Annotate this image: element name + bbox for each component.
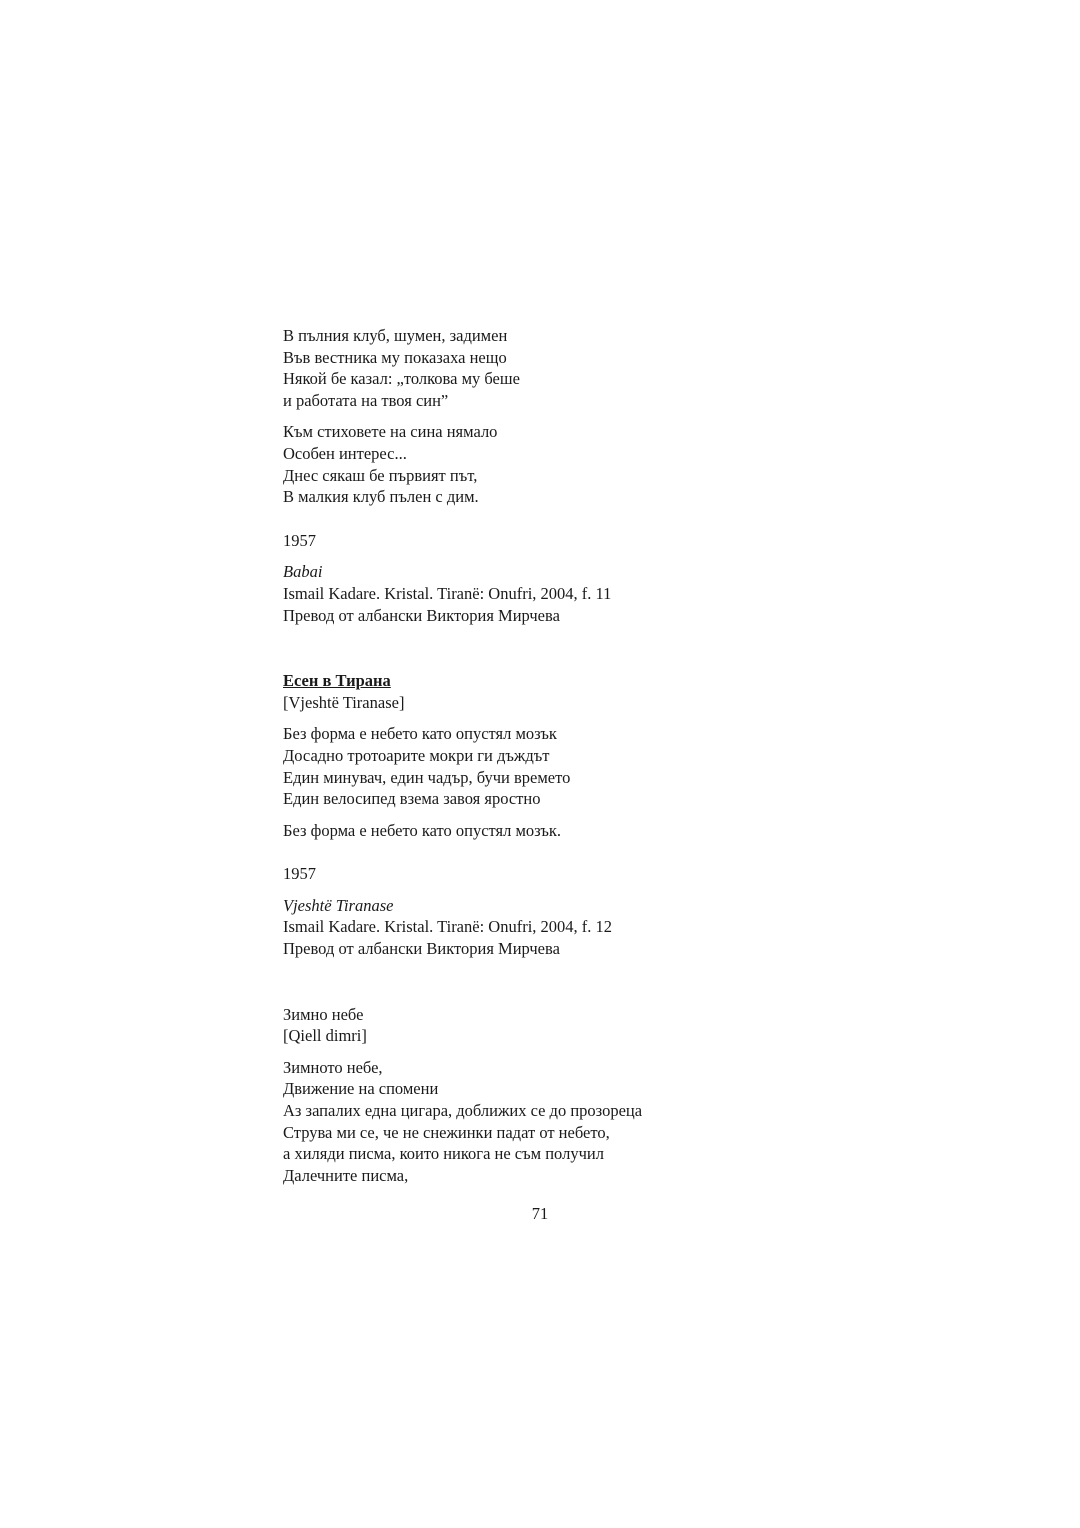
poem3-stanza1 xyxy=(283,1057,803,1187)
verse-line: Днес сякаш бе първият път, xyxy=(283,465,478,485)
poem1-translator: Превод от албански Виктория Мирчева xyxy=(283,605,560,625)
poem2-source-ref: Ismail Kadare. Kristal. Tiranë: Onufri, 2004, f. 12 xyxy=(283,917,613,937)
verse-line: а хиляди писма, които никога не съм получил xyxy=(283,1144,604,1164)
verse-line: Без форма е небето като опустял мозък xyxy=(283,724,557,744)
poem3-title: Зимно небе xyxy=(283,1004,364,1024)
poem2-original-title: [Vjeshtë Tiranase] xyxy=(283,692,405,712)
poem2-year: 1957 xyxy=(283,864,316,884)
page-body xyxy=(283,325,803,1186)
poem2-stanza2 xyxy=(283,820,803,842)
verse-line: В пълния клуб, шумен, задимен xyxy=(283,326,508,345)
verse-line: Аз запалих една цигара, доближих се до прозореца xyxy=(283,1101,643,1121)
verse-line: Струва ми се, че не снежинки падат от небето, xyxy=(283,1122,610,1142)
verse-line: Един минувач, един чадър, бучи времето xyxy=(283,767,571,787)
poem2-source-title: Vjeshtë Tiranase xyxy=(283,895,394,915)
poem2-translator: Превод от албански Виктория Мирчева xyxy=(283,939,560,959)
poem1-source-ref: Ismail Kadare. Kristal. Tiranë: Onufri, 2004, f. 11 xyxy=(283,583,612,603)
poem1-stanza2 xyxy=(283,421,803,507)
verse-line: Особен интерес... xyxy=(283,443,407,463)
verse-line: Без форма е небето като опустял мозък. xyxy=(283,820,562,840)
verse-line: Зимното небе, xyxy=(283,1057,383,1077)
poem2-stanza1 xyxy=(283,723,803,809)
verse-line: и работата на твоя син” xyxy=(283,390,449,410)
poem1-stanza1 xyxy=(283,325,803,411)
verse-line: Далечните писма, xyxy=(283,1165,409,1185)
verse-line: Движение на спомени xyxy=(283,1079,439,1099)
verse-line: Един велосипед взема завоя яростно xyxy=(283,789,541,809)
verse-line: В малкия клуб пълен с дим. xyxy=(283,487,479,507)
verse-line: Във вестника му показаха нещо xyxy=(283,347,507,367)
verse-line: Към стиховете на сина нямало xyxy=(283,422,498,442)
verse-line: Досадно тротоарите мокри ги дъждът xyxy=(283,745,550,765)
poem2-title: Есен в Тирана xyxy=(283,671,391,691)
poem1-year: 1957 xyxy=(283,530,316,550)
poem3-original-title: [Qiell dimri] xyxy=(283,1026,367,1046)
verse-line: Някой бе казал: „толкова му беше xyxy=(283,369,520,389)
poem1-source-title: Babai xyxy=(283,562,323,582)
page-number: 71 xyxy=(531,1204,549,1223)
